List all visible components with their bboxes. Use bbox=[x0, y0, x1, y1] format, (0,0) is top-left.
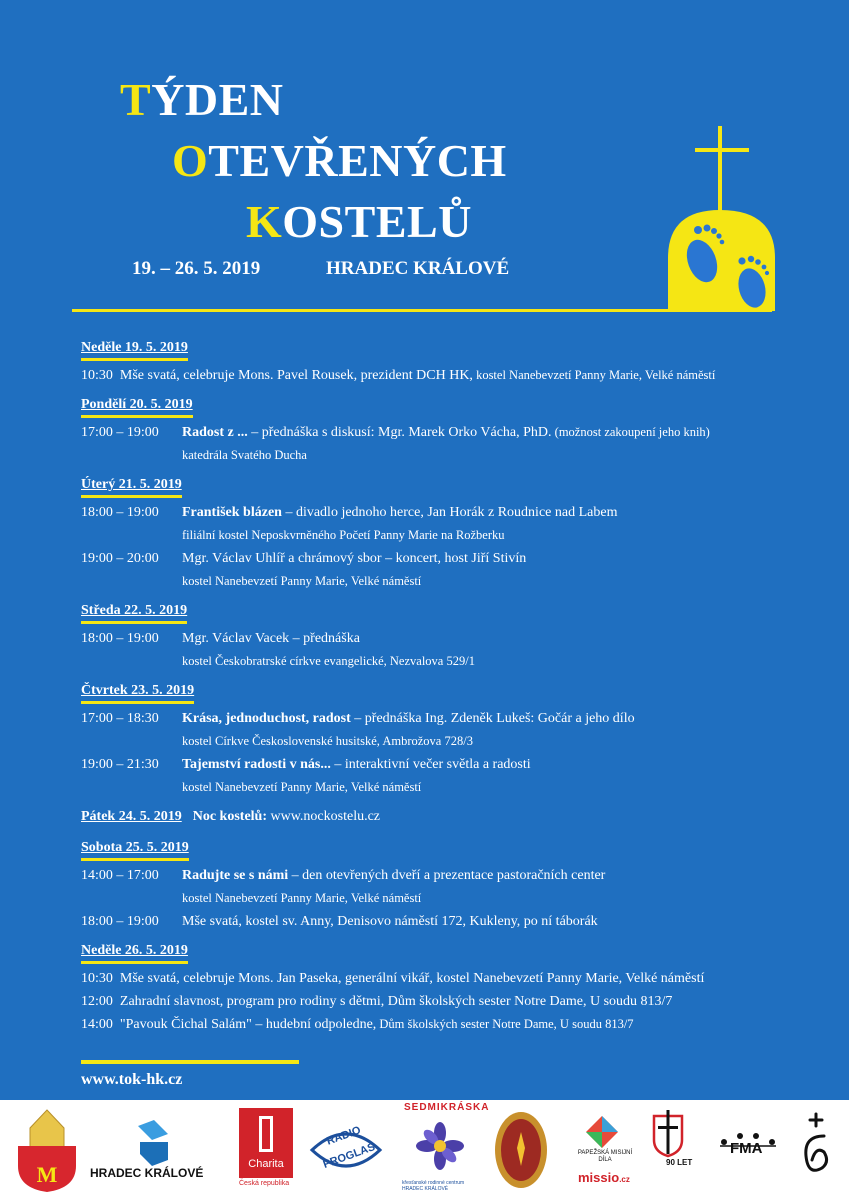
day-block bbox=[81, 681, 821, 799]
event-title: Tajemství radosti v nás... bbox=[182, 757, 331, 772]
years-text: 90 LET bbox=[666, 1158, 693, 1167]
event-time: 19:00 – 21:30 bbox=[81, 757, 159, 772]
event-location: katedrála Svatého Ducha bbox=[182, 448, 307, 462]
event-time: 14:00 – 17:00 bbox=[81, 868, 159, 883]
signature-symbol-icon bbox=[796, 1106, 836, 1194]
radio-text: RADIO bbox=[325, 1124, 363, 1148]
event-row bbox=[81, 990, 821, 1013]
event-text: Mgr. Václav Vacek – přednáška bbox=[182, 631, 360, 646]
event-time: 14:00 bbox=[81, 1017, 113, 1032]
event-row bbox=[81, 627, 821, 673]
header-divider bbox=[72, 309, 772, 312]
event-row bbox=[81, 1013, 821, 1036]
event-text: "Pavouk Čichal Salám" – hudební odpoledne, bbox=[119, 1017, 377, 1032]
event-text: – interaktivní večer světla a radosti bbox=[330, 757, 531, 772]
event-row bbox=[81, 967, 821, 990]
event-time: 18:00 – 19:00 bbox=[81, 505, 159, 520]
event-text: Mše svatá, celebruje Mons. Pavel Rousek, prezident DCH HK, bbox=[119, 368, 473, 383]
event-time: 18:00 – 19:00 bbox=[81, 631, 159, 646]
event-text: – den otevřených dveří a prezentace pastoračních center bbox=[288, 868, 606, 883]
day-heading: Čtvrtek 23. 5. 2019 bbox=[81, 682, 194, 704]
event-time: 19:00 – 20:00 bbox=[81, 551, 159, 566]
event-text: – divadlo jednoho herce, Jan Horák z Roudnice nad Labem bbox=[281, 505, 618, 520]
missio-domain: .cz bbox=[619, 1175, 630, 1184]
website-link[interactable]: www.tok-hk.cz bbox=[81, 1071, 183, 1088]
missio-subtext: PAPEŽSKÁ MISIJNÍ DÍLA bbox=[577, 1150, 633, 1163]
event-text: Mše svatá, kostel sv. Anny, Denisovo náměstí 172, Kukleny, po ní táborák bbox=[182, 914, 598, 929]
day-heading: Pátek 24. 5. 2019 bbox=[81, 809, 182, 824]
event-text: – přednáška s diskusí: Mgr. Marek Orko Vácha, PhD. bbox=[247, 425, 552, 440]
title-line-3 bbox=[246, 197, 472, 247]
day-heading: Úterý 21. 5. 2019 bbox=[81, 476, 182, 498]
event-location: kostel Nanebevzetí Panny Marie, Velké náměstí bbox=[182, 780, 422, 794]
event-location: kostel Církve Československé husitské, Ambrožova 728/3 bbox=[182, 734, 473, 748]
day-block bbox=[81, 338, 821, 387]
event-time: 12:00 bbox=[81, 994, 113, 1009]
event-row bbox=[81, 753, 821, 799]
event-title: Krása, jednoduchost, radost bbox=[182, 711, 351, 726]
title-rest: ÝDEN bbox=[151, 74, 284, 125]
event-text: – přednáška Ing. Zdeněk Lukeš: Gočár a jeho dílo bbox=[350, 711, 635, 726]
event-time: 10:30 bbox=[81, 971, 113, 986]
footer-divider bbox=[81, 1060, 299, 1064]
title-initial: T bbox=[120, 74, 152, 125]
event-time: 17:00 – 19:00 bbox=[81, 425, 159, 440]
event-row bbox=[81, 364, 821, 387]
charita-logo bbox=[239, 1108, 293, 1178]
title-initial: K bbox=[246, 196, 283, 247]
sedmikraska-subtext: křesťanské rodinné centrum HRADEC KRÁLOVÉ bbox=[402, 1180, 465, 1192]
day-heading: Pondělí 20. 5. 2019 bbox=[81, 396, 193, 418]
title-rest: OSTELŮ bbox=[282, 196, 472, 247]
event-text: Zahradní slavnost, program pro rodiny s dětmi, Dům školských sester Notre Dame, U soudu 813/7 bbox=[119, 994, 673, 1009]
nockostelu-link[interactable]: www.nockostelu.cz bbox=[267, 809, 381, 824]
event-row bbox=[81, 910, 821, 933]
charita-text: Charita bbox=[248, 1158, 284, 1170]
event-row bbox=[81, 421, 821, 467]
diocese-mitre-icon bbox=[12, 1106, 82, 1194]
event-row bbox=[81, 864, 821, 910]
event-title: František blázen bbox=[182, 505, 282, 520]
event-row bbox=[81, 501, 821, 547]
day-block bbox=[81, 601, 821, 673]
day-block bbox=[81, 395, 821, 467]
event-note: (možnost zakoupení jeho knih) bbox=[551, 425, 710, 439]
day-heading: Sobota 25. 5. 2019 bbox=[81, 839, 189, 861]
hk-logo-text: HRADEC KRÁLOVÉ bbox=[90, 1166, 204, 1180]
church-footprints-icon bbox=[660, 118, 785, 316]
day-heading: Středa 22. 5. 2019 bbox=[81, 602, 187, 624]
event-title: Noc kostelů: bbox=[192, 809, 267, 824]
title-rest: TEVŘENÝCH bbox=[208, 135, 507, 186]
event-time: 18:00 – 19:00 bbox=[81, 914, 159, 929]
charita-subtext: Česká republika bbox=[239, 1180, 290, 1187]
event-time: 10:30 bbox=[81, 368, 113, 383]
event-location: kostel Nanebevzetí Panny Marie, Velké náměstí bbox=[182, 574, 422, 588]
event-row bbox=[81, 547, 821, 593]
day-heading: Neděle 26. 5. 2019 bbox=[81, 942, 188, 964]
proglas-text: PROGLAS bbox=[321, 1141, 377, 1171]
title-line-1 bbox=[120, 75, 284, 125]
event-time: 17:00 – 18:30 bbox=[81, 711, 159, 726]
event-location-inline: Dům školských sester Notre Dame, U soudu 813/7 bbox=[376, 1017, 634, 1031]
event-location: filiální kostel Neposkvrněného Početí Panny Marie na Rožberku bbox=[182, 528, 505, 542]
event-location: kostel Nanebevzetí Panny Marie, Velké náměstí bbox=[182, 891, 422, 905]
day-heading: Neděle 19. 5. 2019 bbox=[81, 339, 188, 361]
event-city: HRADEC KRÁLOVÉ bbox=[326, 258, 510, 279]
svg-text:M: M bbox=[36, 1162, 58, 1187]
hradec-kralove-logo-icon bbox=[90, 1106, 220, 1194]
day-block bbox=[81, 838, 821, 933]
event-text: Mgr. Václav Uhlíř a chrámový sbor – koncert, host Jiří Stivín bbox=[182, 551, 527, 566]
cross-shield-icon bbox=[648, 1106, 688, 1194]
event-row bbox=[81, 707, 821, 753]
missio-text bbox=[578, 1170, 630, 1185]
sacred-heart-emblem-icon bbox=[492, 1106, 550, 1194]
event-title: Radost z ... bbox=[182, 425, 248, 440]
event-dates: 19. – 26. 5. 2019 bbox=[132, 258, 261, 279]
sponsor-logos bbox=[0, 1100, 849, 1200]
day-block bbox=[81, 475, 821, 593]
sedmikraska-text: SEDMIKRÁSKA bbox=[404, 1102, 490, 1113]
event-location: kostel Českobratrské církve evangelické, Nezvalova 529/1 bbox=[182, 654, 475, 668]
day-block bbox=[81, 941, 821, 1036]
event-text: Mše svatá, celebruje Mons. Jan Paseka, generální vikář, kostel Nanebevzetí Panny Marie, Velké náměstí bbox=[119, 971, 705, 986]
fma-text: FMA bbox=[730, 1140, 763, 1157]
missio-name: missio bbox=[578, 1170, 620, 1185]
schedule bbox=[81, 338, 821, 1044]
event-title: Radujte se s námi bbox=[182, 868, 289, 883]
event-location-inline: kostel Nanebevzetí Panny Marie, Velké náměstí bbox=[472, 368, 716, 382]
charita-cross-icon bbox=[259, 1116, 273, 1152]
title-line-2 bbox=[172, 136, 507, 186]
day-block bbox=[81, 807, 821, 830]
title-initial: O bbox=[172, 135, 209, 186]
